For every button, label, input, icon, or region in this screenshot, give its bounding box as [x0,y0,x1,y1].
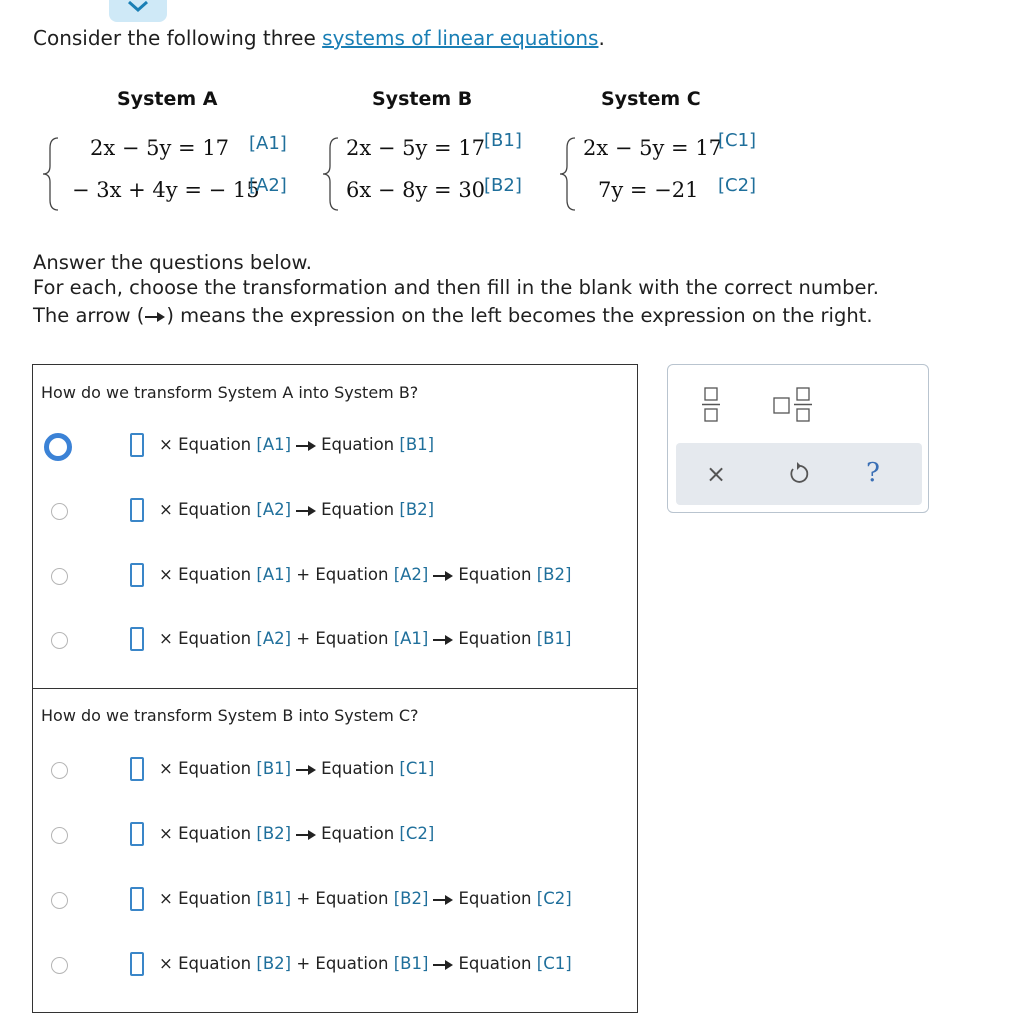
option-row[interactable] [33,563,637,593]
option-row[interactable] [33,757,637,787]
times-text: × Equation [159,435,257,454]
system-c-title: System C [601,88,701,110]
instruction-line-3 [33,304,873,327]
intro-prefix: Consider the following three [33,26,323,50]
coefficient-input[interactable] [130,757,144,781]
instruction-line-2: For each, choose the transformation and then fill in the blank with the correct number. [33,276,879,299]
mixed-number-icon [772,385,816,425]
option-radio[interactable] [51,568,68,585]
mixed-number-button[interactable] [772,385,816,429]
target-text: Equation [321,824,400,843]
equation-ref: [B1] [393,954,429,973]
option-radio[interactable] [51,632,68,649]
tag-c1: [C1] [718,130,757,151]
equation-c1: 2x − 5y = 17 [583,136,723,160]
system-b-title: System B [372,88,473,110]
target-text: Equation [321,759,400,778]
right-arrow-icon [432,959,454,971]
fraction-button[interactable] [702,385,720,429]
option-radio[interactable] [51,827,68,844]
intro-text [33,26,605,50]
option-radio[interactable] [51,957,68,974]
question-divider [33,688,637,689]
right-arrow-icon [295,505,317,517]
equation-ref: [B2] [256,824,292,843]
undo-icon [786,462,810,486]
chevron-down-icon [109,0,167,22]
tag-b1: [B1] [484,130,522,151]
right-arrow-icon [295,764,317,776]
systems-link[interactable]: systems of linear equations [322,26,599,50]
tag-a1: [A1] [249,133,287,154]
equation-ref: [A1] [256,565,292,584]
equation-ref: [B1] [256,759,292,778]
times-text: × Equation [159,565,257,584]
equation-c2: 7y = −21 [598,178,699,202]
option-radio[interactable] [51,503,68,520]
option-label [159,954,572,973]
times-text: × Equation [159,629,257,648]
option-label [159,759,434,778]
times-text: × Equation [159,889,257,908]
right-arrow-icon [295,440,317,452]
plus-text: + Equation [291,954,394,973]
equation-ref: [A1] [393,629,429,648]
right-arrow-icon [432,570,454,582]
plus-text: + Equation [291,565,394,584]
target-text: Equation [321,500,400,519]
target-equation-ref: [B1] [399,435,435,454]
questions-panel [32,364,638,1013]
equation-ref: [A2] [256,500,292,519]
target-text: Equation [458,565,537,584]
coefficient-input[interactable] [130,627,144,651]
option-label [159,500,434,519]
help-button[interactable] [866,458,880,488]
target-text: Equation [458,954,537,973]
tag-b2: [B2] [484,175,522,196]
option-radio[interactable] [51,892,68,909]
equation-a2: − 3x + 4y = − 15 [72,178,260,202]
plus-text: + Equation [291,889,394,908]
option-row[interactable] [33,952,637,982]
coefficient-input[interactable] [130,952,144,976]
option-radio[interactable] [44,433,72,461]
times-text: × Equation [159,954,257,973]
system-b-brace [320,136,342,212]
right-arrow-icon [144,311,166,323]
tag-a2: [A2] [249,175,287,196]
option-label [159,629,571,648]
help-icon: ? [866,458,880,488]
target-equation-ref: [C1] [536,954,572,973]
option-row[interactable] [33,887,637,917]
option-label [159,435,434,454]
equation-ref: [B1] [256,889,292,908]
target-text: Equation [458,629,537,648]
plus-text: + Equation [291,629,394,648]
question-2-text: How do we transform System B into System C? [41,706,419,725]
collapse-tab[interactable] [109,0,167,22]
fraction-icon [702,385,720,425]
system-a-brace [40,136,62,212]
equation-ref: [A1] [256,435,292,454]
close-icon: × [705,460,727,488]
instruction-line-1: Answer the questions below. [33,251,312,274]
right-arrow-icon [295,829,317,841]
equation-b1: 2x − 5y = 17 [346,136,486,160]
option-row[interactable] [33,627,637,657]
option-row[interactable] [33,822,637,852]
option-label [159,565,571,584]
equation-a1: 2x − 5y = 17 [90,136,230,160]
equation-ref: [A2] [256,629,292,648]
target-text: Equation [458,889,537,908]
option-row[interactable] [33,498,637,528]
coefficient-input[interactable] [130,563,144,587]
system-a-title: System A [117,88,218,110]
equation-ref: [B2] [256,954,292,973]
tag-c2: [C2] [718,175,757,196]
instruction-line-3-prefix: The arrow ( [33,304,145,327]
option-label [159,889,572,908]
times-text: × Equation [159,759,257,778]
coefficient-input[interactable] [130,498,144,522]
target-equation-ref: [C2] [536,889,572,908]
target-equation-ref: [C2] [399,824,435,843]
intro-suffix: . [598,26,605,50]
equation-ref: [B2] [393,889,429,908]
coefficient-input[interactable] [130,822,144,846]
math-toolbar [667,364,929,513]
question-1-text: How do we transform System A into System B? [41,383,419,402]
target-equation-ref: [B2] [536,565,572,584]
option-label [159,824,434,843]
right-arrow-icon [432,634,454,646]
times-text: × Equation [159,824,257,843]
coefficient-input[interactable] [130,433,144,457]
target-equation-ref: [B1] [536,629,572,648]
coefficient-input[interactable] [130,887,144,911]
target-equation-ref: [B2] [399,500,435,519]
equation-b2: 6x − 8y = 30 [346,178,486,202]
system-c-brace [557,136,579,212]
target-text: Equation [321,435,400,454]
equation-ref: [A2] [393,565,429,584]
undo-button[interactable] [786,462,810,490]
close-button[interactable] [704,462,728,486]
toolbar-actions [676,443,922,505]
times-text: × Equation [159,500,257,519]
instruction-line-3-suffix: ) means the expression on the left becomes the expression on the right. [166,304,873,327]
option-row[interactable] [33,433,637,463]
right-arrow-icon [432,894,454,906]
target-equation-ref: [C1] [399,759,435,778]
option-radio[interactable] [51,762,68,779]
